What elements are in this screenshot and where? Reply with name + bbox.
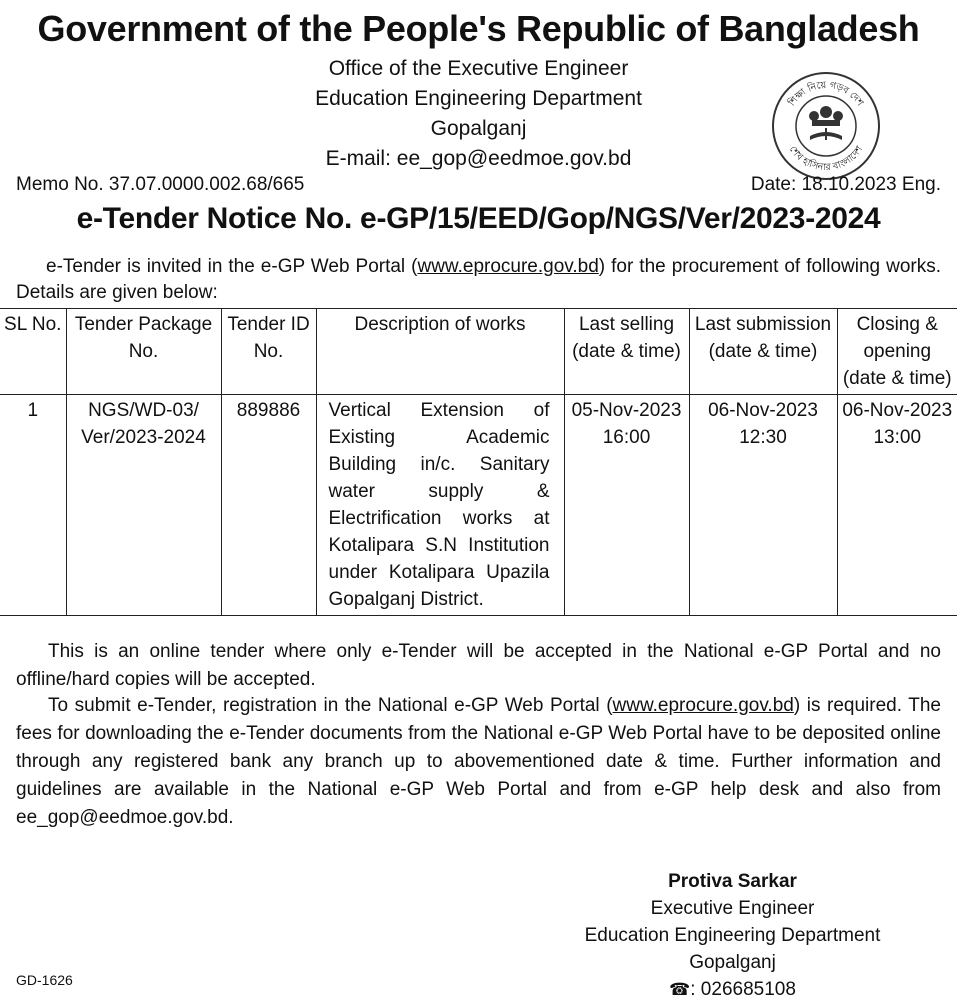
eprocure-link-2[interactable]: www.eprocure.gov.bd	[612, 695, 794, 716]
office-location: Gopalganj	[430, 117, 527, 140]
online-tender-paragraph: This is an online tender where only e-Tender will be accepted in the National e-GP Portal and no offline/hard copies will be accepted.	[16, 641, 941, 690]
department-seal-logo	[770, 70, 882, 182]
cell-tender-id: 889886	[221, 395, 316, 616]
cell-sl: 1	[0, 395, 66, 616]
cell-description: Vertical Extension of Existing Academic Building in/c. Sanitary water supply & Electrification works at Kotalipara S.N Institution under Kotalipara Upazila Gopalganj District.	[316, 395, 564, 616]
tender-notice-title: e-Tender Notice No. e-GP/15/EED/Gop/NGS/Ver/2023-2024	[76, 202, 881, 235]
cell-last-selling: 05-Nov-2023 16:00	[564, 395, 689, 616]
memo-date: Date: 18.10.2023 Eng.	[750, 174, 941, 195]
header-description: Description of works	[316, 309, 564, 395]
header-package: Tender Package No.	[66, 309, 221, 395]
tender-table	[0, 308, 957, 616]
registration-paragraph	[16, 692, 941, 832]
header-sl: SL No.	[0, 309, 66, 395]
header-tender-id: Tender ID No.	[221, 309, 316, 395]
registration-text-end: ) is required. The fees for downloading the e-Tender documents from the National e-GP Web Portal have to be deposited online through any registered bank any branch up to abovementioned date & time. Further information and guidelines are available in the National e-GP Web Portal and from e-GP help desk and also from ee_gop@eedmoe.gov.bd.	[16, 695, 941, 828]
memo-number: Memo No. 37.07.0000.002.68/665	[16, 174, 305, 195]
cell-closing-opening: 06-Nov-2023 13:00	[837, 395, 957, 616]
intro-text-start: e-Tender is invited in the e-GP Web Portal (	[46, 256, 418, 277]
intro-text-end: ) for the procurement of following works. Details are given below:	[16, 256, 942, 303]
signatory-location: Gopalganj	[689, 952, 776, 973]
seal-bottom-text: শেখ হাসিনার বাংলাদেশ	[786, 144, 866, 174]
eprocure-link[interactable]: www.eprocure.gov.bd	[417, 256, 599, 277]
registration-text-start: To submit e-Tender, registration in the National e-GP Web Portal (	[48, 695, 613, 716]
seal-top-text: শিক্ষা নিয়ে গড়ব দেশ	[786, 79, 866, 109]
header-closing-opening: Closing & opening (date & time)	[837, 309, 957, 395]
cell-package: NGS/WD-03/ Ver/2023-2024	[66, 395, 221, 616]
signatory-name: Protiva Sarkar	[668, 871, 797, 892]
table-row	[0, 395, 957, 616]
telephone-icon: ☎	[669, 980, 691, 999]
signatory-designation: Executive Engineer	[650, 898, 815, 919]
signatory-phone: : 026685108	[690, 979, 796, 1000]
office-email: E-mail: ee_gop@eedmoe.gov.bd	[325, 147, 632, 170]
department-name: Education Engineering Department	[315, 87, 642, 110]
svg-text:শিক্ষা নিয়ে গড়ব দেশ	[785, 80, 866, 110]
table-header-row	[0, 309, 957, 395]
header-last-selling: Last selling (date & time)	[564, 309, 689, 395]
intro-paragraph	[16, 254, 941, 306]
svg-text:শেখ হাসিনার বাংলাদেশ	[787, 143, 866, 173]
signatory-department: Education Engineering Department	[584, 925, 881, 946]
gd-code: GD-1626	[16, 972, 73, 988]
office-name: Office of the Executive Engineer	[328, 57, 629, 80]
signature-block	[560, 868, 905, 1003]
header-last-submission: Last submission (date & time)	[689, 309, 837, 395]
government-title: Government of the People's Republic of Bangladesh	[37, 8, 920, 49]
cell-last-submission: 06-Nov-2023 12:30	[689, 395, 837, 616]
signatory-phone-line	[560, 976, 905, 1003]
